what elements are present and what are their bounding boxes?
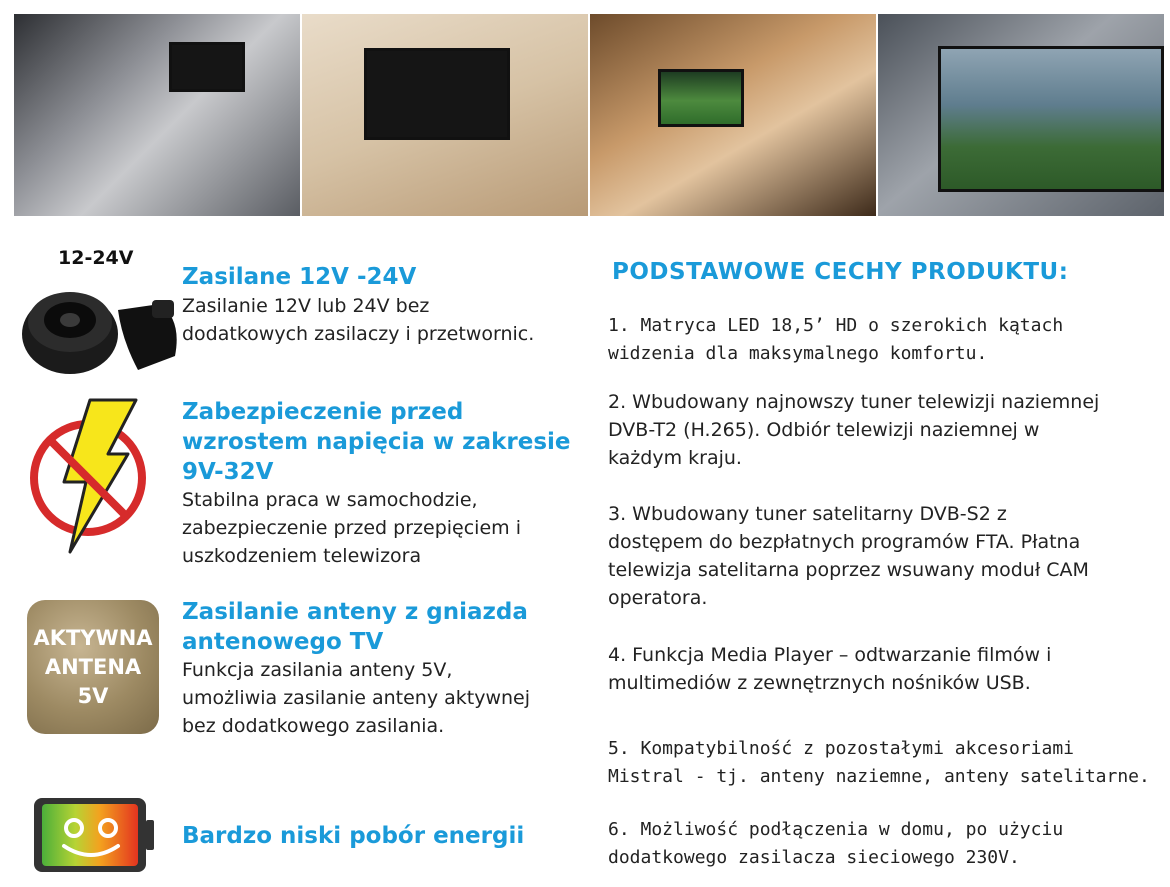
no-lightning-icon <box>28 396 158 556</box>
feature-description: Stabilna praca w samochodzie, zabezpieczenie przed przepięciem i uszkodzeniem telewizora <box>182 489 521 567</box>
feature-list-item: 5. Kompatybilność z pozostałymi akcesoriami Mistral - tj. anteny naziemne, anteny satelitarne. <box>608 738 1150 787</box>
tv-screen <box>364 48 510 140</box>
active-antenna-badge: AKTYWNA ANTENA 5V <box>27 600 159 734</box>
truck-cab-photo-4 <box>878 14 1164 216</box>
cigarette-socket-icon <box>10 270 190 382</box>
truck-cab-photo-3 <box>590 14 876 216</box>
feature-title: Bardzo niski pobór energii <box>182 823 525 849</box>
truck-cab-photo-1 <box>14 14 300 216</box>
tv-screen <box>938 46 1164 192</box>
feature-description: Zasilanie 12V lub 24V bez dodatkowych zasilaczy i przetwornic. <box>182 295 535 345</box>
feature-list-item: 6. Możliwość podłączenia w domu, po użyciu dodatkowego zasilacza sieciowego 230V. <box>608 819 1064 868</box>
feature-list-item: 4. Funkcja Media Player – odtwarzanie filmów i multimediów z zewnętrznych nośników USB. <box>608 644 1052 694</box>
tv-screen <box>169 42 245 92</box>
tv-screen <box>658 69 744 127</box>
feature-title: Zabezpieczenie przed wzrostem napięcia w zakresie 9V-32V <box>182 399 571 485</box>
feature-list-item: 1. Matryca LED 18,5’ HD o szerokich kątach widzenia dla maksymalnego komfortu. <box>608 315 1064 364</box>
feature-description: Funkcja zasilania anteny 5V, umożliwia zasilanie anteny aktywnej bez dodatkowego zasilania. <box>182 659 531 737</box>
feature-title: Zasilanie anteny z gniazda antenowego TV <box>182 599 528 655</box>
product-features-heading: PODSTAWOWE CECHY PRODUKTU: <box>612 259 1069 285</box>
feature-list-item: 2. Wbudowany najnowszy tuner telewizji naziemnej DVB-T2 (H.265). Odbiór telewizji naziemnej w każdym kraju. <box>608 391 1100 469</box>
truck-cab-photo-2 <box>302 14 588 216</box>
voltage-label: 12-24V <box>58 247 134 269</box>
photo-strip <box>14 14 1164 216</box>
feature-list-item: 3. Wbudowany tuner satelitarny DVB-S2 z dostępem do bezpłatnych programów FTA. Płatna telewizja satelitarna poprzez wsuwany moduł CAM operatora. <box>608 503 1089 609</box>
feature-title: Zasilane 12V -24V <box>182 264 417 290</box>
smiling-battery-icon <box>30 792 156 876</box>
